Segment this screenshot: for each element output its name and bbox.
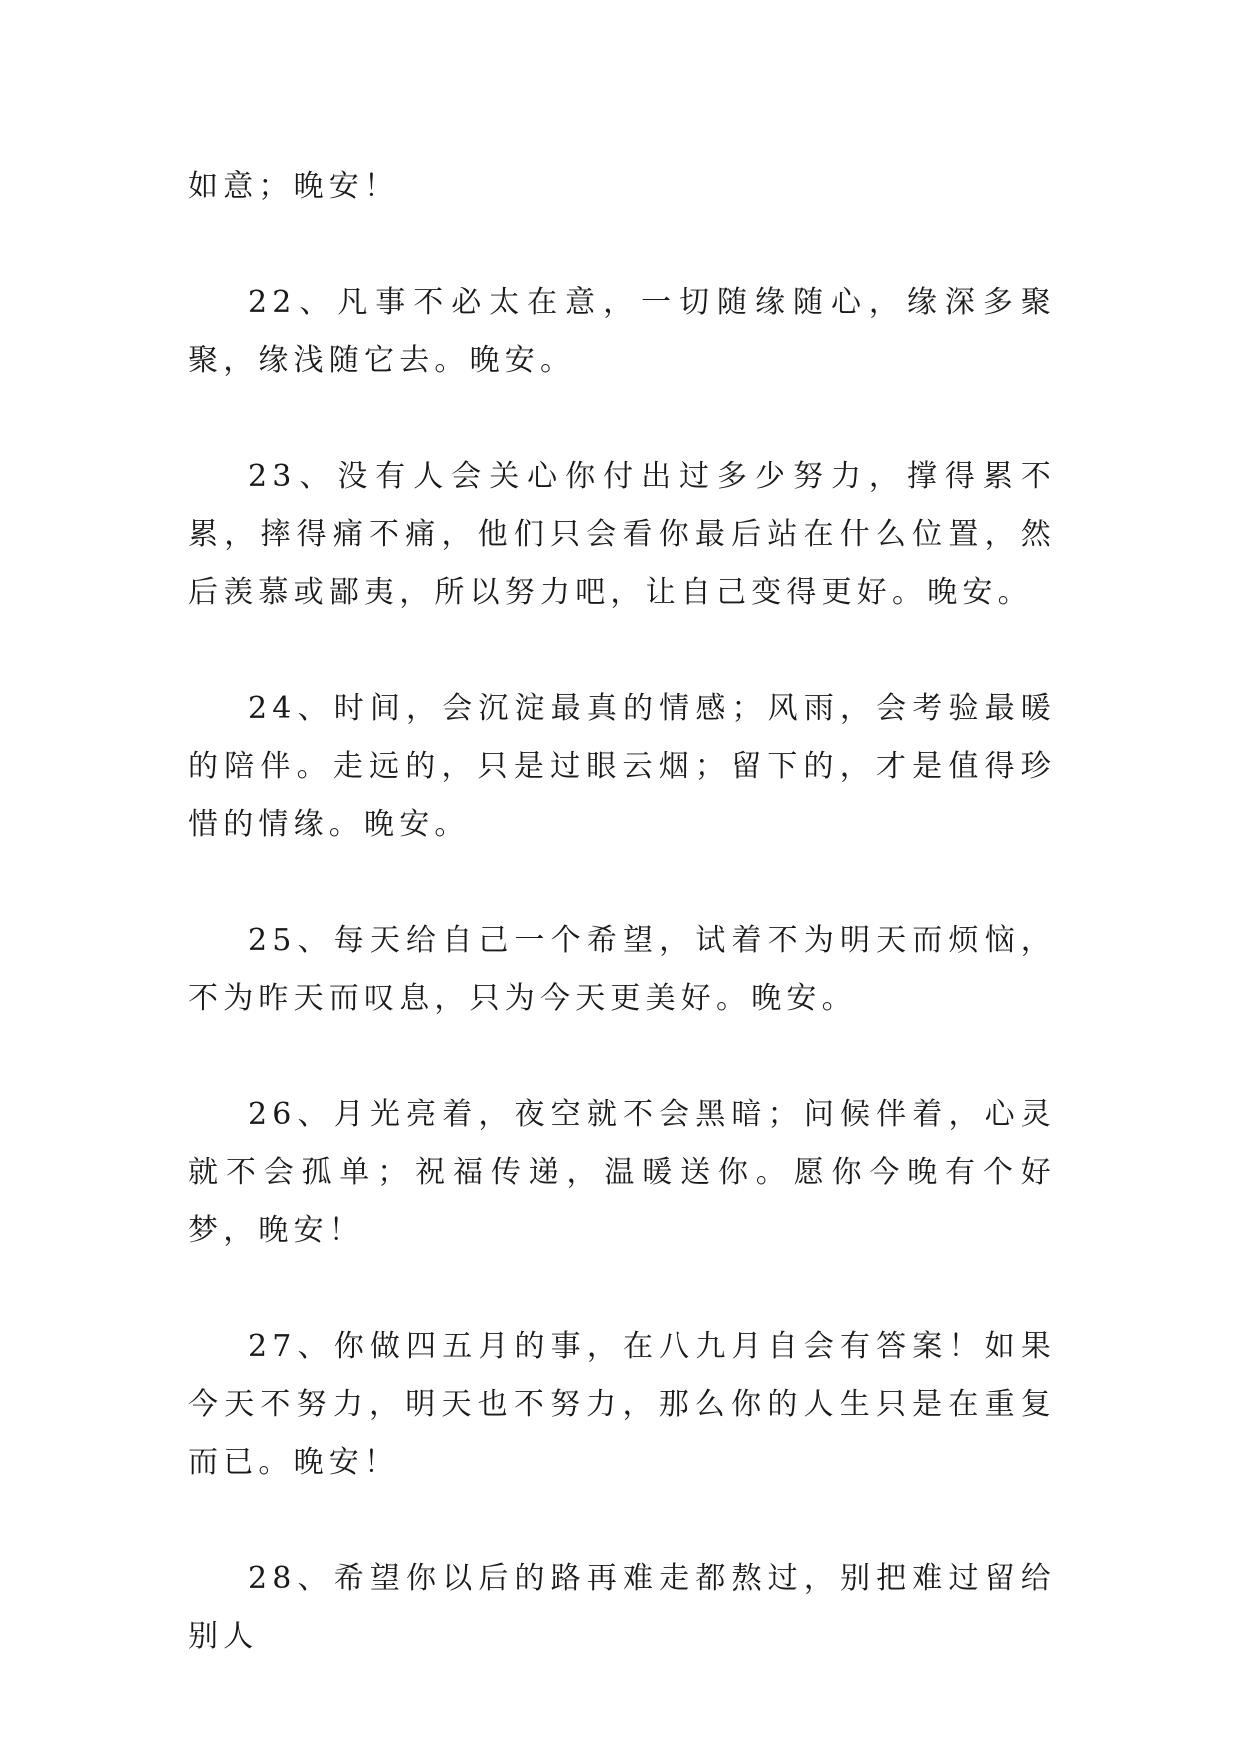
paragraph-22: 22、凡事不必太在意，一切随缘随心，缘深多聚聚，缘浅随它去。晚安。 — [188, 285, 1056, 378]
paragraph-25: 25、每天给自己一个希望，试着不为明天而烦恼，不为昨天而叹息，只为今天更美好。晚安。 — [188, 923, 1056, 1016]
paragraph-28: 28、希望你以后的路再难走都熬过，别把难过留给别人 — [188, 1561, 1056, 1654]
paragraph-26: 26、月光亮着，夜空就不会黑暗；问候伴着，心灵就不会孤单；祝福传递，温暖送你。愿你今晚有个好梦，晚安！ — [188, 1097, 1056, 1248]
document-body — [188, 158, 1056, 1666]
paragraph-23: 23、没有人会关心你付出过多少努力，撑得累不累，摔得痛不痛，他们只会看你最后站在什么位置，然后羡慕或鄙夷，所以努力吧，让自己变得更好。晚安。 — [188, 459, 1056, 610]
paragraph-continuation: 如意；晚安！ — [188, 169, 400, 204]
paragraph-27: 27、你做四五月的事，在八九月自会有答案！如果今天不努力，明天也不努力，那么你的人生只是在重复而已。晚安！ — [188, 1329, 1056, 1480]
paragraph-24: 24、时间，会沉淀最真的情感；风雨，会考验最暖的陪伴。走远的，只是过眼云烟；留下的，才是值得珍惜的情缘。晚安。 — [188, 691, 1056, 842]
